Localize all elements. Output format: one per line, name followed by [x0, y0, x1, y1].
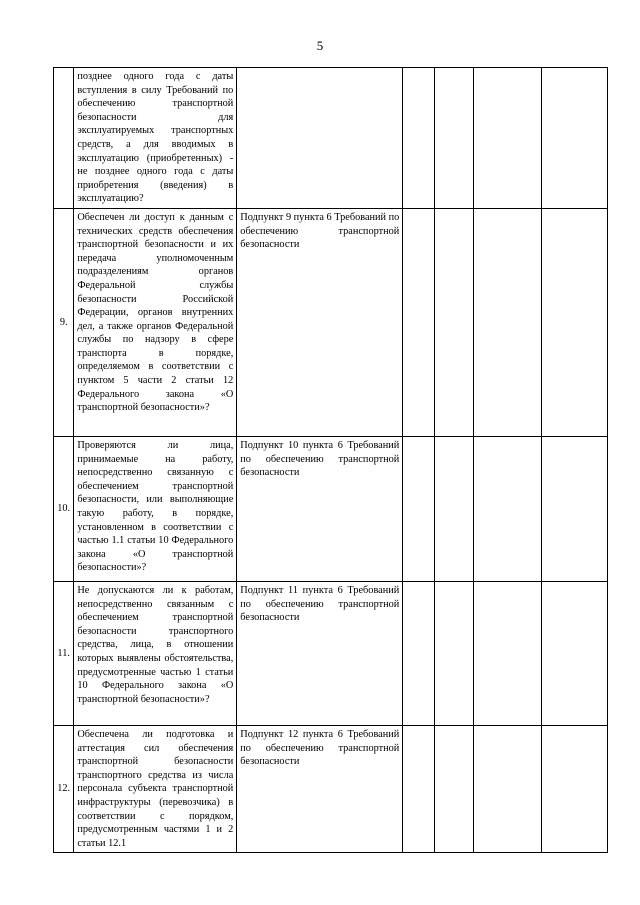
checklist-table — [53, 67, 608, 853]
row-number: 10. — [54, 436, 74, 581]
table-row — [54, 581, 608, 725]
answer-no-cell — [434, 436, 473, 581]
table-row — [54, 725, 608, 852]
question-text: Проверяются ли лица, принимаемые на работу, непосредственно связанную с обеспечением транспортной безопасности, или выполняющие такую работу, в порядке, установленном в соответствии с частью 1.1 статьи 10 Федерального закона «О транспортной безопасности»? — [77, 439, 234, 574]
not-applicable-cell — [473, 436, 541, 581]
answer-yes-cell — [403, 581, 435, 725]
question-text: Не допускаются ли к работам, непосредственно связанным с обеспечением транспортной безопасности транспортного средства, лица, в отношении которых выявлены обстоятельства, предусмотренные частью 1 статьи 10 Федерального закона «О транспортной безопасности»? — [77, 584, 234, 705]
not-applicable-cell — [473, 68, 541, 209]
answer-yes-cell — [403, 436, 435, 581]
answer-no-cell — [434, 68, 473, 209]
table-row — [54, 436, 608, 581]
note-cell — [541, 581, 607, 725]
table-row — [54, 208, 608, 436]
question-text: Обеспечена ли подготовка и аттестация сил обеспечения транспортной безопасности транспортного средства из числа персонала субъекта транспортной инфраструктуры (перевозчика) в соответствии с порядком, предусмотренным частями 1 и 2 статьи 12.1 — [77, 728, 234, 849]
note-cell — [541, 68, 607, 209]
question-cell — [74, 581, 237, 725]
reference-cell — [237, 581, 403, 725]
row-number — [54, 68, 74, 209]
question-text: позднее одного года с даты вступления в силу Требований по обеспечению транспортной безопасности для эксплуатируемых транспортных средств, а для вводимых в эксплуатацию (приобретенных) - не позднее одного года с даты приобретения (введения) в эксплуатацию? — [77, 71, 234, 205]
row-number: 12. — [54, 725, 74, 852]
row-number: 9. — [54, 208, 74, 436]
reference-cell — [237, 68, 403, 209]
reference-text: Подпункт 10 пункта 6 Требований по обеспечению транспортной безопасности — [240, 439, 400, 479]
question-cell — [74, 68, 237, 209]
page-number: 5 — [316, 38, 324, 53]
question-cell — [74, 208, 237, 436]
answer-no-cell — [434, 208, 473, 436]
question-cell — [74, 436, 237, 581]
reference-cell — [237, 725, 403, 852]
answer-no-cell — [434, 725, 473, 852]
answer-no-cell — [434, 581, 473, 725]
note-cell — [541, 725, 607, 852]
note-cell — [541, 436, 607, 581]
answer-yes-cell — [403, 725, 435, 852]
not-applicable-cell — [473, 725, 541, 852]
answer-yes-cell — [403, 208, 435, 436]
question-text: Обеспечен ли доступ к данным с технических средств обеспечения транспортной безопасности и их передача уполномоченным подразделениям органов Федеральной службы безопасности Российской Федерации, органов внутренних дел, а также органов Федеральной службы по надзору в сфере транспорта в порядке, определяемом в соответствии с пунктом 5 части 2 статьи 12 Федерального закона «О транспортной безопасности»? — [77, 211, 234, 414]
not-applicable-cell — [473, 581, 541, 725]
not-applicable-cell — [473, 208, 541, 436]
reference-text: Подпункт 11 пункта 6 Требований по обеспечению транспортной безопасности — [240, 584, 400, 624]
reference-cell — [237, 208, 403, 436]
reference-text: Подпункт 12 пункта 6 Требований по обеспечению транспортной безопасности — [240, 728, 400, 768]
reference-text: Подпункт 9 пункта 6 Требований по обеспечению транспортной безопасности — [240, 211, 400, 251]
reference-cell — [237, 436, 403, 581]
note-cell — [541, 208, 607, 436]
answer-yes-cell — [403, 68, 435, 209]
row-number: 11. — [54, 581, 74, 725]
table-row — [54, 68, 608, 209]
question-cell — [74, 725, 237, 852]
